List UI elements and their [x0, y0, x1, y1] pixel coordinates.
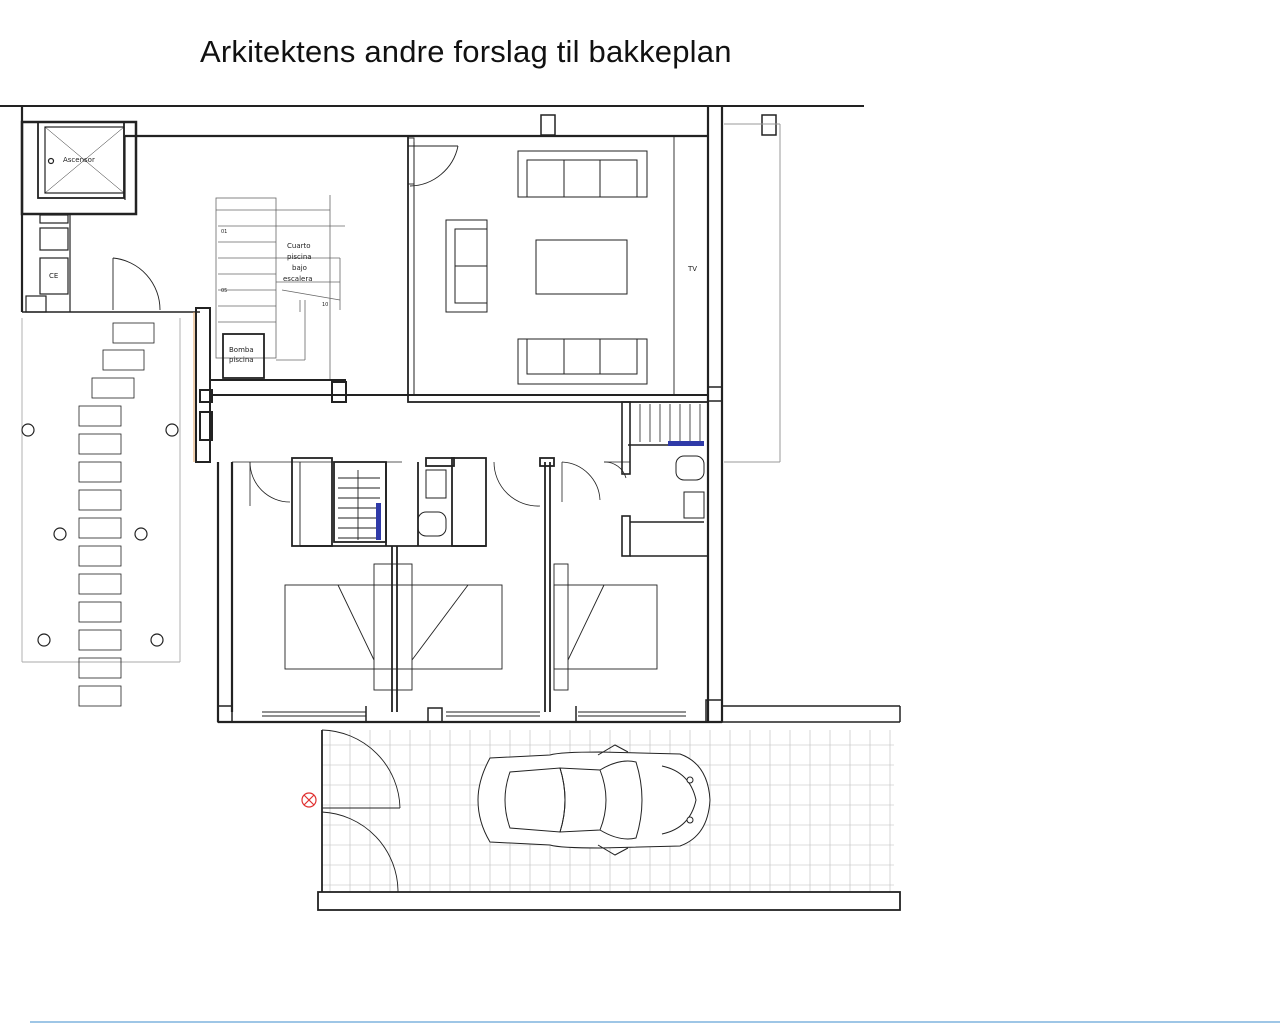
bottom-facade [218, 700, 900, 722]
page-title: Arkitektens andre forslag til bakkeplan [200, 34, 732, 69]
electrical-label: CE [49, 272, 59, 280]
elevator-label: Ascensor [63, 156, 95, 164]
right-column-1 [708, 387, 722, 401]
stair-step-01: 01 [221, 229, 228, 235]
hallway-door-swings [250, 462, 630, 506]
hallway-stair [338, 470, 380, 540]
basin-2 [684, 492, 704, 518]
pool-room-label-3: bajo [292, 264, 307, 272]
pool-room-label-1: Cuarto [287, 242, 311, 250]
bed-left [285, 564, 502, 690]
toilet-2 [676, 456, 704, 480]
toilet-1 [418, 512, 446, 536]
living-room [408, 136, 708, 402]
right-terrace [724, 124, 780, 462]
pool-pump-label-1: Bomba [229, 346, 254, 354]
stair-step-10: 10 [322, 302, 329, 308]
coffee-table [536, 240, 627, 294]
tv-label: TV [688, 265, 698, 273]
pool-room-label-4: escalera [283, 275, 313, 283]
stepping-stones [79, 323, 154, 706]
right-bathroom [622, 402, 708, 556]
blue-marker-2 [668, 441, 704, 446]
gate-swing [322, 730, 400, 892]
living-room-door [408, 138, 458, 186]
pool-pump-label-2: piscina [229, 356, 254, 364]
basin-1 [426, 470, 446, 498]
top-window-2 [762, 115, 776, 135]
gate-light [302, 793, 316, 807]
door-swing-entry [113, 258, 160, 310]
sofa-top [518, 151, 647, 197]
garden-lights [22, 424, 178, 646]
exterior-walls [22, 106, 722, 722]
blue-marker-1 [376, 503, 381, 540]
armchair [446, 220, 487, 312]
top-window-1 [541, 115, 555, 135]
bed-right [554, 564, 657, 690]
stairwell-walls [196, 308, 708, 462]
car [478, 745, 710, 855]
pool-room-label-2: piscina [287, 253, 312, 261]
right-bathroom-shower [640, 404, 700, 442]
bottom-divider [30, 1021, 1280, 1023]
sofa-bottom [518, 339, 647, 384]
stair-step-05: 05 [221, 288, 228, 294]
elevator-shaft [22, 122, 136, 214]
